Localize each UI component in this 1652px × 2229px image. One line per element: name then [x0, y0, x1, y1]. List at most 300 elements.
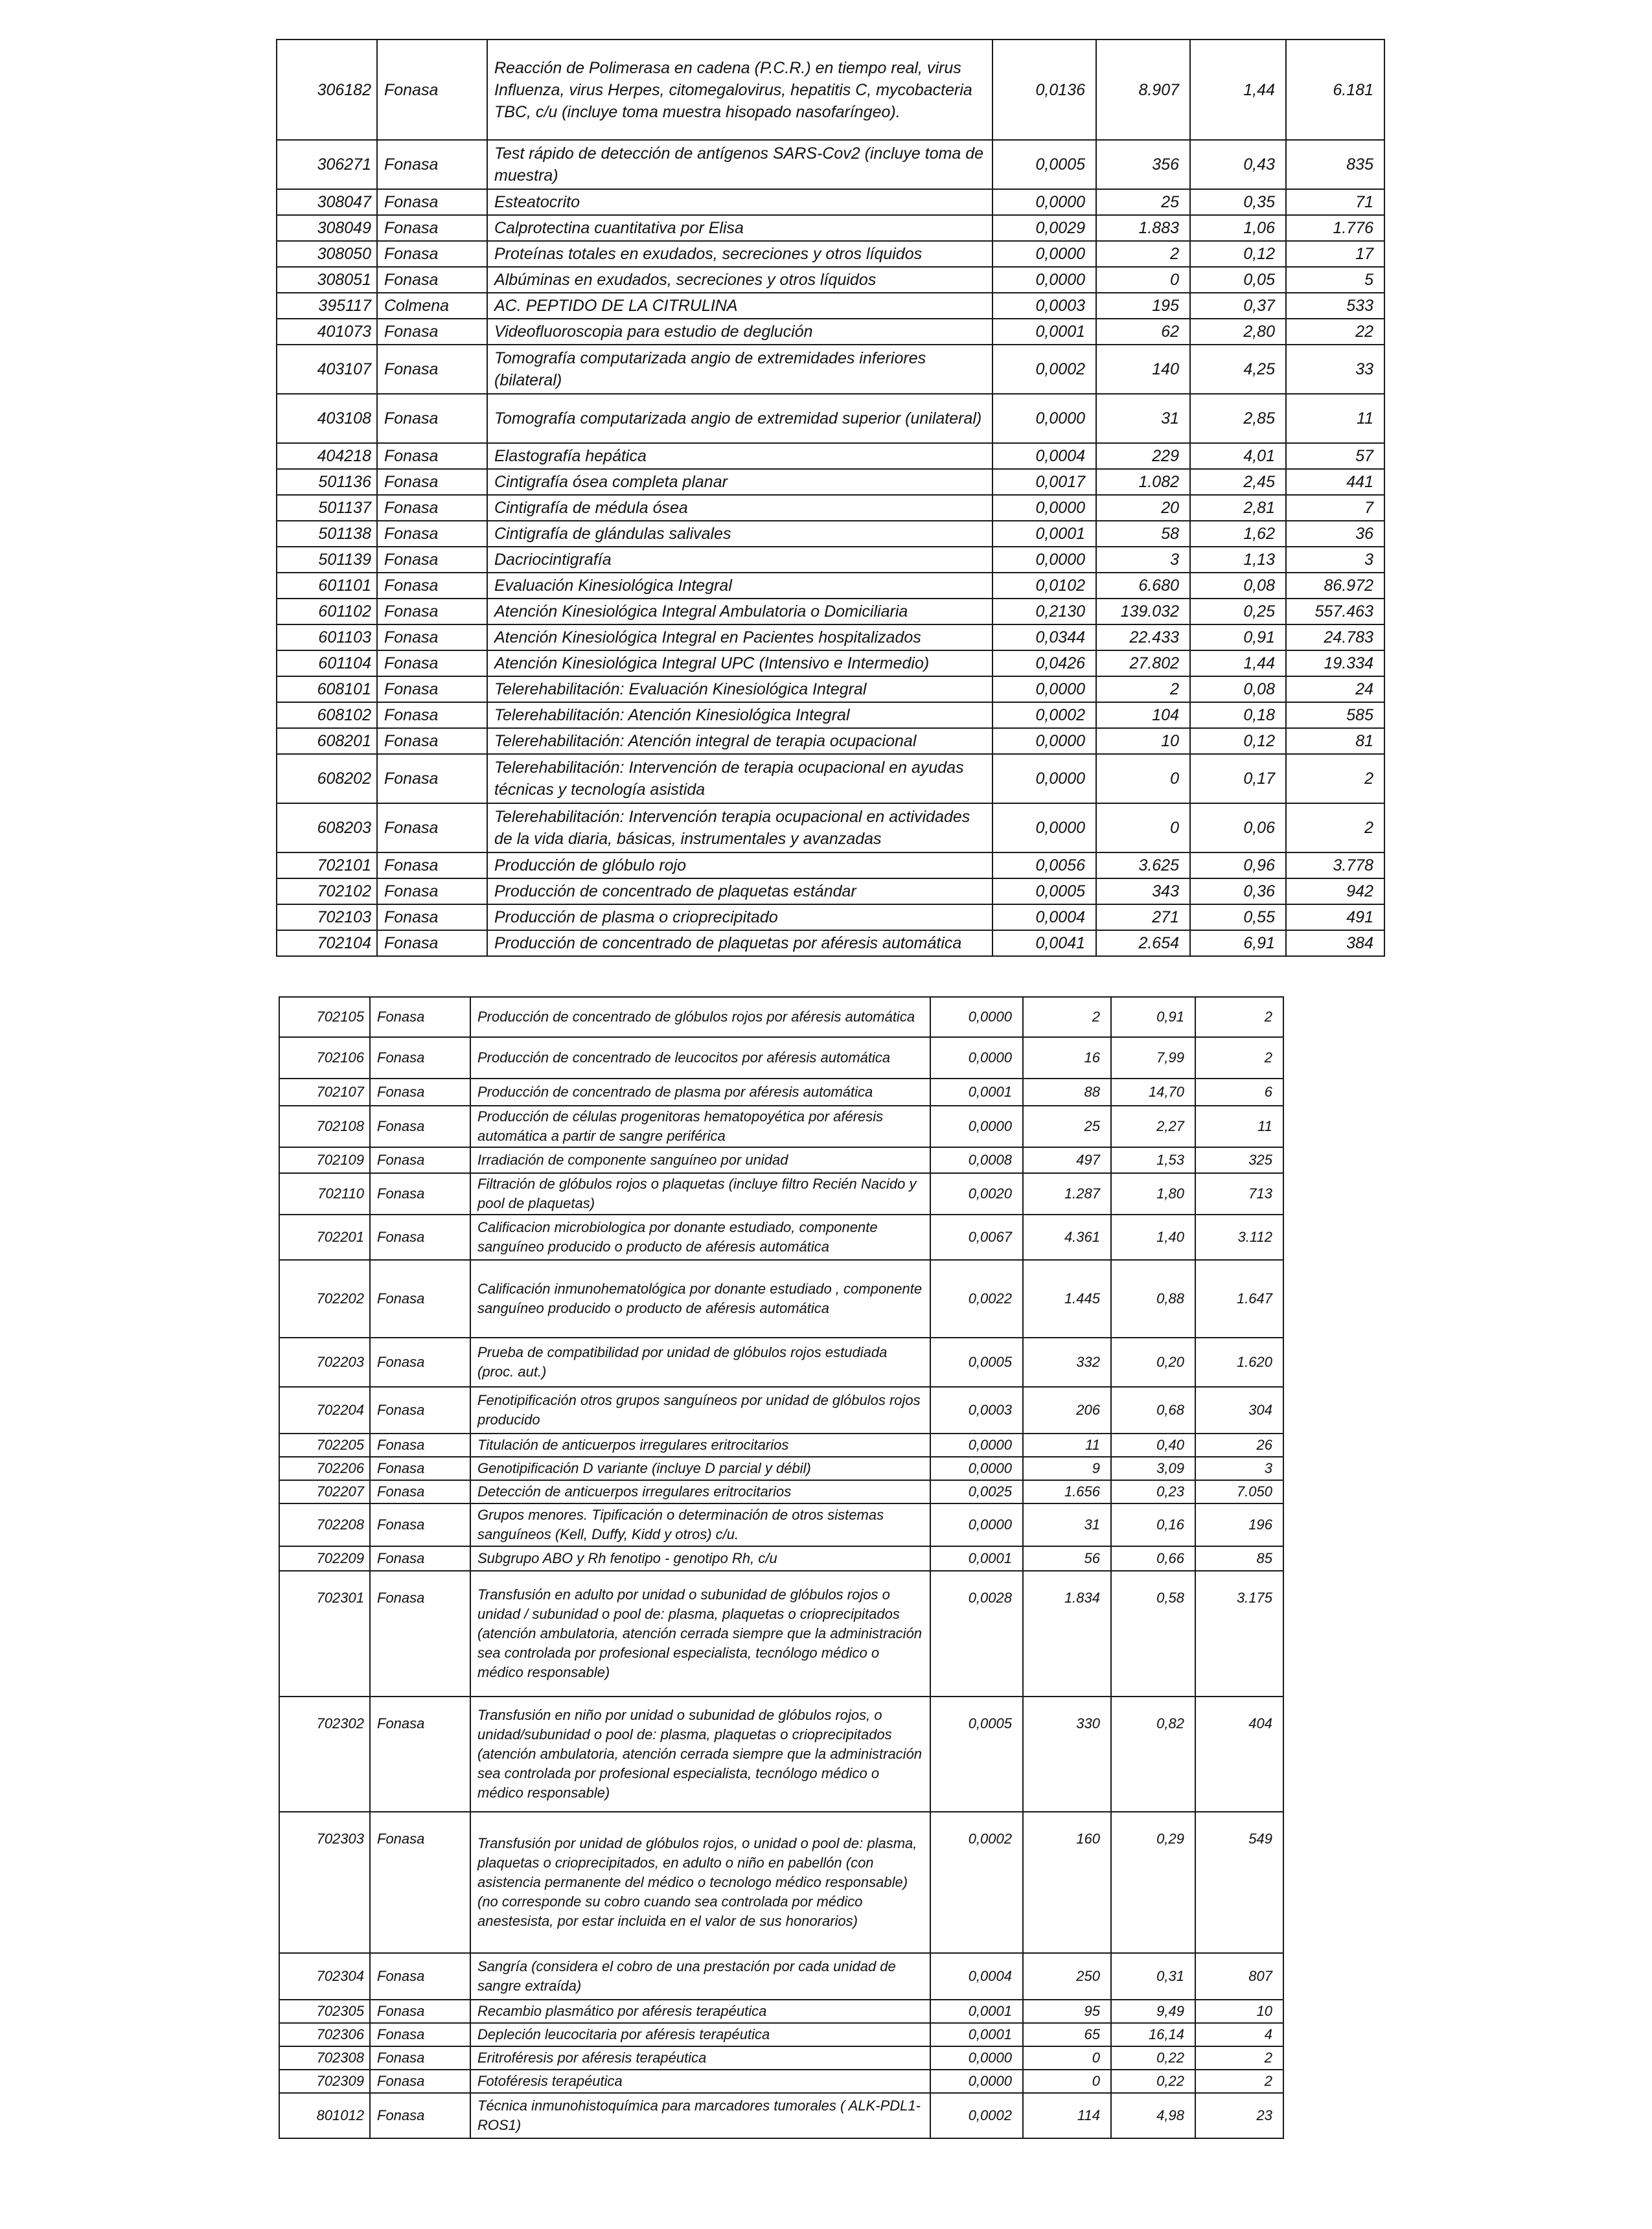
row-factor: 0,0000 — [930, 1457, 1023, 1480]
row-price: 9,49 — [1111, 2000, 1195, 2023]
table-row — [279, 1079, 1283, 1106]
row-price: 0,23 — [1111, 1480, 1195, 1503]
row-insurer: Fonasa — [377, 650, 487, 676]
row-insurer: Fonasa — [377, 443, 487, 469]
row-description: Proteínas totales en exudados, secreciones y otros líquidos — [487, 241, 992, 267]
row-description: Transfusión en adulto por unidad o subunidad de glóbulos rojos o unidad / subunidad o pool de: plasma, plaquetas o crioprecipitados (atención ambulatoria, atención cerrada siempre que la administración sea controlada por profesional especialista, tecnólogo médico o médico responsable) — [470, 1571, 930, 1697]
row-quantity: 139.032 — [1096, 599, 1190, 624]
table-row — [279, 1037, 1283, 1079]
row-factor: 0,0005 — [992, 878, 1096, 904]
row-insurer: Fonasa — [370, 1434, 470, 1457]
row-code: 501138 — [277, 521, 377, 547]
row-insurer: Fonasa — [377, 267, 487, 293]
row-insurer: Fonasa — [377, 547, 487, 573]
row-value: 1.647 — [1195, 1260, 1283, 1338]
row-code: 306182 — [277, 40, 377, 140]
table-row — [277, 345, 1384, 394]
row-description: Producción de glóbulo rojo — [487, 852, 992, 878]
row-insurer: Fonasa — [377, 803, 487, 852]
table-row — [279, 1387, 1283, 1434]
row-insurer: Fonasa — [370, 2000, 470, 2023]
table-row — [277, 394, 1384, 443]
row-value: 3.112 — [1195, 1215, 1283, 1260]
row-price: 4,98 — [1111, 2093, 1195, 2138]
row-price: 6,91 — [1190, 930, 1286, 956]
table-row — [279, 1434, 1283, 1457]
row-code: 608201 — [277, 728, 377, 754]
row-price: 0,05 — [1190, 267, 1286, 293]
row-insurer: Fonasa — [370, 1571, 470, 1697]
row-quantity: 56 — [1023, 1546, 1111, 1571]
row-code: 702106 — [279, 1037, 370, 1079]
row-factor: 0,0000 — [930, 2070, 1023, 2093]
row-factor: 0,0004 — [930, 1953, 1023, 2000]
row-price: 0,91 — [1190, 624, 1286, 650]
row-price: 0,91 — [1111, 997, 1195, 1037]
row-code: 501137 — [277, 495, 377, 521]
row-quantity: 8.907 — [1096, 40, 1190, 140]
row-insurer: Fonasa — [377, 40, 487, 140]
row-description: Transfusión por unidad de glóbulos rojos, o unidad o pool de: plasma, plaquetas o crioprecipitados, en adulto o niño en pabellón (con asistencia permanente del médico o tecnologo médico responsable)(no corresponde su cobro cuando sea controlada por médico anestesista, por estar incluida en el valor de sus honorarios) — [470, 1812, 930, 1953]
row-insurer: Fonasa — [370, 1953, 470, 2000]
row-quantity: 11 — [1023, 1434, 1111, 1457]
row-value: 533 — [1286, 293, 1384, 319]
row-description: Evaluación Kinesiológica Integral — [487, 573, 992, 599]
row-insurer: Fonasa — [377, 728, 487, 754]
row-factor: 0,0002 — [992, 345, 1096, 394]
row-value: 71 — [1286, 189, 1384, 215]
row-value: 7.050 — [1195, 1480, 1283, 1503]
row-insurer: Fonasa — [370, 1260, 470, 1338]
row-quantity: 88 — [1023, 1079, 1111, 1106]
row-insurer: Fonasa — [370, 1503, 470, 1546]
row-factor: 0,0000 — [930, 2046, 1023, 2070]
row-price: 0,29 — [1111, 1812, 1195, 1953]
row-value: 942 — [1286, 878, 1384, 904]
table-row — [277, 852, 1384, 878]
table-row — [279, 1697, 1283, 1812]
row-price: 2,80 — [1190, 319, 1286, 345]
row-value: 2 — [1195, 2046, 1283, 2070]
row-code: 702103 — [277, 904, 377, 930]
row-description: Eritroféresis por aféresis terapéutica — [470, 2046, 930, 2070]
row-code: 395117 — [277, 293, 377, 319]
row-value: 1.776 — [1286, 215, 1384, 241]
row-code: 801012 — [279, 2093, 370, 2138]
row-factor: 0,0000 — [930, 1434, 1023, 1457]
row-quantity: 58 — [1096, 521, 1190, 547]
row-description: Producción de concentrado de leucocitos por aféresis automática — [470, 1037, 930, 1079]
row-price: 2,85 — [1190, 394, 1286, 443]
row-quantity: 27.802 — [1096, 650, 1190, 676]
row-description: Detección de anticuerpos irregulares eritrocitarios — [470, 1480, 930, 1503]
row-code: 702206 — [279, 1457, 370, 1480]
row-code: 702101 — [277, 852, 377, 878]
row-code: 702306 — [279, 2023, 370, 2046]
row-factor: 0,0102 — [992, 573, 1096, 599]
row-price: 16,14 — [1111, 2023, 1195, 2046]
row-description: Titulación de anticuerpos irregulares eritrocitarios — [470, 1434, 930, 1457]
row-factor: 0,0001 — [930, 2000, 1023, 2023]
row-description: Albúminas en exudados, secreciones y otros líquidos — [487, 267, 992, 293]
row-description: Tomografía computarizada angio de extremidad superior (unilateral) — [487, 394, 992, 443]
row-quantity: 31 — [1096, 394, 1190, 443]
row-insurer: Fonasa — [370, 1147, 470, 1173]
row-factor: 0,2130 — [992, 599, 1096, 624]
row-code: 608102 — [277, 702, 377, 728]
row-value: 304 — [1195, 1387, 1283, 1434]
table-row — [277, 189, 1384, 215]
row-price: 4,01 — [1190, 443, 1286, 469]
row-quantity: 95 — [1023, 2000, 1111, 2023]
row-insurer: Fonasa — [370, 1173, 470, 1215]
row-value: 6.181 — [1286, 40, 1384, 140]
row-quantity: 332 — [1023, 1338, 1111, 1387]
row-quantity: 10 — [1096, 728, 1190, 754]
row-insurer: Fonasa — [370, 1697, 470, 1812]
row-description: Sangría (considera el cobro de una prestación por cada unidad de sangre extraída) — [470, 1953, 930, 2000]
row-price: 1,44 — [1190, 40, 1286, 140]
row-description: Producción de concentrado de plaquetas estándar — [487, 878, 992, 904]
row-price: 0,31 — [1111, 1953, 1195, 2000]
row-code: 601101 — [277, 573, 377, 599]
row-price: 0,12 — [1190, 728, 1286, 754]
row-price: 0,37 — [1190, 293, 1286, 319]
table-row — [279, 1571, 1283, 1697]
row-factor: 0,0000 — [930, 997, 1023, 1037]
row-code: 601102 — [277, 599, 377, 624]
table-row — [277, 624, 1384, 650]
row-code: 702304 — [279, 1953, 370, 2000]
row-code: 702202 — [279, 1260, 370, 1338]
row-quantity: 22.433 — [1096, 624, 1190, 650]
row-code: 403107 — [277, 345, 377, 394]
row-code: 403108 — [277, 394, 377, 443]
row-factor: 0,0017 — [992, 469, 1096, 495]
table-row — [279, 2023, 1283, 2046]
row-description: Tomografía computarizada angio de extremidades inferiores (bilateral) — [487, 345, 992, 394]
table-row — [279, 2000, 1283, 2023]
row-quantity: 206 — [1023, 1387, 1111, 1434]
row-description: Fotoféresis terapéutica — [470, 2070, 930, 2093]
table-row — [277, 702, 1384, 728]
row-code: 702303 — [279, 1812, 370, 1953]
row-description: Producción de concentrado de plasma por aféresis automática — [470, 1079, 930, 1106]
row-factor: 0,0003 — [930, 1387, 1023, 1434]
row-value: 2 — [1286, 754, 1384, 803]
row-factor: 0,0000 — [992, 728, 1096, 754]
row-value: 491 — [1286, 904, 1384, 930]
row-quantity: 3.625 — [1096, 852, 1190, 878]
row-code: 308047 — [277, 189, 377, 215]
table-row — [277, 599, 1384, 624]
row-value: 2 — [1195, 1037, 1283, 1079]
row-insurer: Fonasa — [377, 754, 487, 803]
row-factor: 0,0136 — [992, 40, 1096, 140]
row-quantity: 25 — [1096, 189, 1190, 215]
row-description: Técnica inmunohistoquímica para marcadores tumorales ( ALK-PDL1-ROS1) — [470, 2093, 930, 2138]
row-description: Calprotectina cuantitativa por Elisa — [487, 215, 992, 241]
row-price: 14,70 — [1111, 1079, 1195, 1106]
row-insurer: Fonasa — [377, 852, 487, 878]
row-quantity: 140 — [1096, 345, 1190, 394]
row-insurer: Fonasa — [377, 599, 487, 624]
row-value: 549 — [1195, 1812, 1283, 1953]
table-row — [277, 267, 1384, 293]
row-code: 702110 — [279, 1173, 370, 1215]
row-value: 81 — [1286, 728, 1384, 754]
table-row — [279, 997, 1283, 1037]
row-code: 702208 — [279, 1503, 370, 1546]
row-code: 308050 — [277, 241, 377, 267]
table-row — [279, 1215, 1283, 1260]
row-factor: 0,0000 — [992, 754, 1096, 803]
row-description: Prueba de compatibilidad por unidad de glóbulos rojos estudiada (proc. aut.) — [470, 1338, 930, 1387]
row-code: 501139 — [277, 547, 377, 573]
row-quantity: 9 — [1023, 1457, 1111, 1480]
row-insurer: Fonasa — [370, 1037, 470, 1079]
row-factor: 0,0000 — [992, 267, 1096, 293]
row-description: Elastografía hepática — [487, 443, 992, 469]
row-price: 0,08 — [1190, 676, 1286, 702]
row-quantity: 195 — [1096, 293, 1190, 319]
row-insurer: Fonasa — [370, 1106, 470, 1147]
row-code: 702302 — [279, 1697, 370, 1812]
row-description: Telerehabilitación: Intervención terapia ocupacional en actividades de la vida diaria, básicas, instrumentales y avanzadas — [487, 803, 992, 852]
row-value: 19.334 — [1286, 650, 1384, 676]
table-row — [277, 469, 1384, 495]
row-insurer: Fonasa — [377, 904, 487, 930]
row-quantity: 2 — [1096, 241, 1190, 267]
row-code: 306271 — [277, 140, 377, 189]
row-factor: 0,0003 — [992, 293, 1096, 319]
row-insurer: Fonasa — [377, 878, 487, 904]
row-insurer: Fonasa — [377, 241, 487, 267]
table-row — [277, 878, 1384, 904]
row-quantity: 65 — [1023, 2023, 1111, 2046]
row-factor: 0,0001 — [930, 2023, 1023, 2046]
row-insurer: Fonasa — [370, 2023, 470, 2046]
table-row — [279, 1338, 1283, 1387]
row-factor: 0,0002 — [992, 702, 1096, 728]
row-quantity: 1.445 — [1023, 1260, 1111, 1338]
row-description: Telerehabilitación: Intervención de terapia ocupacional en ayudas técnicas y tecnología asistida — [487, 754, 992, 803]
row-code: 501136 — [277, 469, 377, 495]
row-quantity: 1.656 — [1023, 1480, 1111, 1503]
row-code: 608203 — [277, 803, 377, 852]
table-row — [277, 443, 1384, 469]
row-value: 24.783 — [1286, 624, 1384, 650]
row-insurer: Colmena — [377, 293, 487, 319]
row-quantity: 0 — [1023, 2046, 1111, 2070]
row-quantity: 229 — [1096, 443, 1190, 469]
row-code: 702205 — [279, 1434, 370, 1457]
row-insurer: Fonasa — [370, 1387, 470, 1434]
row-code: 702203 — [279, 1338, 370, 1387]
table-row — [277, 573, 1384, 599]
row-code: 702107 — [279, 1079, 370, 1106]
row-description: Subgrupo ABO y Rh fenotipo - genotipo Rh, c/u — [470, 1546, 930, 1571]
row-value: 2 — [1195, 2070, 1283, 2093]
row-insurer: Fonasa — [377, 215, 487, 241]
row-value: 3 — [1286, 547, 1384, 573]
row-factor: 0,0000 — [992, 676, 1096, 702]
row-description: Cintigrafía de glándulas salivales — [487, 521, 992, 547]
row-insurer: Fonasa — [377, 676, 487, 702]
row-description: Irradiación de componente sanguíneo por unidad — [470, 1147, 930, 1173]
row-description: Test rápido de detección de antígenos SARS-Cov2 (incluye toma de muestra) — [487, 140, 992, 189]
row-code: 702301 — [279, 1571, 370, 1697]
row-factor: 0,0426 — [992, 650, 1096, 676]
row-insurer: Fonasa — [377, 930, 487, 956]
row-factor: 0,0000 — [992, 495, 1096, 521]
row-quantity: 2.654 — [1096, 930, 1190, 956]
row-code: 702207 — [279, 1480, 370, 1503]
table-row — [279, 2093, 1283, 2138]
row-quantity: 1.834 — [1023, 1571, 1111, 1697]
row-value: 10 — [1195, 2000, 1283, 2023]
row-description: Transfusión en niño por unidad o subunidad de glóbulos rojos, o unidad/subunidad o pool de: plasma, plaquetas o crioprecipitados (atención ambulatoria, atención cerrada siempre que la administración sea controlada por profesional especialista, tecnólogo médico o médico responsable) — [470, 1697, 930, 1812]
row-code: 702109 — [279, 1147, 370, 1173]
table-row — [279, 1503, 1283, 1546]
row-code: 401073 — [277, 319, 377, 345]
row-code: 702309 — [279, 2070, 370, 2093]
table-row — [279, 1173, 1283, 1215]
row-value: 196 — [1195, 1503, 1283, 1546]
table-row — [277, 521, 1384, 547]
row-description: Calificacion microbiologica por donante estudiado, componente sanguíneo producido o producto de aféresis automática — [470, 1215, 930, 1260]
row-description: Producción de concentrado de plaquetas por aféresis automática — [487, 930, 992, 956]
row-description: Genotipificación D variante (incluye D parcial y débil) — [470, 1457, 930, 1480]
procedures-table-bottom — [279, 996, 1284, 2139]
row-price: 0,22 — [1111, 2070, 1195, 2093]
row-description: Filtración de glóbulos rojos o plaquetas (incluye filtro Recién Nacido y pool de plaquetas) — [470, 1173, 930, 1215]
row-factor: 0,0000 — [992, 394, 1096, 443]
row-price: 0,82 — [1111, 1697, 1195, 1812]
row-quantity: 1.287 — [1023, 1173, 1111, 1215]
table-row — [279, 1106, 1283, 1147]
row-description: Cintigrafía ósea completa planar — [487, 469, 992, 495]
row-value: 1.620 — [1195, 1338, 1283, 1387]
row-value: 86.972 — [1286, 573, 1384, 599]
row-factor: 0,0028 — [930, 1571, 1023, 1697]
row-description: Producción de plasma o crioprecipitado — [487, 904, 992, 930]
row-factor: 0,0004 — [992, 904, 1096, 930]
row-description: Grupos menores. Tipificación o determinación de otros sistemas sanguíneos (Kell, Duffy, Kidd y otros) c/u. — [470, 1503, 930, 1546]
row-price: 0,58 — [1111, 1571, 1195, 1697]
row-quantity: 160 — [1023, 1812, 1111, 1953]
row-insurer: Fonasa — [377, 521, 487, 547]
row-description: Reacción de Polimerasa en cadena (P.C.R.) en tiempo real, virus Influenza, virus Herpes, citomegalovirus, hepatitis C, mycobacteria TBC, c/u (incluye toma muestra hisopado nasofaríngeo). — [487, 40, 992, 140]
row-value: 6 — [1195, 1079, 1283, 1106]
row-value: 3 — [1195, 1457, 1283, 1480]
row-value: 7 — [1286, 495, 1384, 521]
row-insurer: Fonasa — [370, 1546, 470, 1571]
table-row — [279, 1457, 1283, 1480]
row-price: 1,62 — [1190, 521, 1286, 547]
row-description: Producción de concentrado de glóbulos rojos por aféresis automática — [470, 997, 930, 1037]
row-insurer: Fonasa — [377, 189, 487, 215]
row-value: 325 — [1195, 1147, 1283, 1173]
row-value: 24 — [1286, 676, 1384, 702]
row-value: 835 — [1286, 140, 1384, 189]
row-factor: 0,0000 — [992, 189, 1096, 215]
row-quantity: 4.361 — [1023, 1215, 1111, 1260]
row-quantity: 1.883 — [1096, 215, 1190, 241]
row-code: 702305 — [279, 2000, 370, 2023]
row-description: Cintigrafía de médula ósea — [487, 495, 992, 521]
row-price: 0,40 — [1111, 1434, 1195, 1457]
row-price: 2,81 — [1190, 495, 1286, 521]
table-row — [277, 754, 1384, 803]
row-code: 702104 — [277, 930, 377, 956]
row-description: Fenotipificación otros grupos sanguíneos por unidad de glóbulos rojos producido — [470, 1387, 930, 1434]
row-insurer: Fonasa — [370, 1480, 470, 1503]
row-factor: 0,0002 — [930, 2093, 1023, 2138]
row-description: Telerehabilitación: Atención Kinesiológica Integral — [487, 702, 992, 728]
row-price: 2,27 — [1111, 1106, 1195, 1147]
row-quantity: 114 — [1023, 2093, 1111, 2138]
row-price: 3,09 — [1111, 1457, 1195, 1480]
row-factor: 0,0001 — [930, 1546, 1023, 1571]
row-quantity: 0 — [1096, 267, 1190, 293]
table-row — [277, 319, 1384, 345]
row-value: 4 — [1195, 2023, 1283, 2046]
row-factor: 0,0001 — [930, 1079, 1023, 1106]
row-description: AC. PEPTIDO DE LA CITRULINA — [487, 293, 992, 319]
row-value: 2 — [1286, 803, 1384, 852]
row-price: 1,06 — [1190, 215, 1286, 241]
row-price: 0,66 — [1111, 1546, 1195, 1571]
row-insurer: Fonasa — [370, 1457, 470, 1480]
row-quantity: 0 — [1096, 754, 1190, 803]
row-code: 308049 — [277, 215, 377, 241]
table-row — [279, 1260, 1283, 1338]
row-value: 57 — [1286, 443, 1384, 469]
row-value: 85 — [1195, 1546, 1283, 1571]
row-quantity: 20 — [1096, 495, 1190, 521]
row-code: 308051 — [277, 267, 377, 293]
row-quantity: 1.082 — [1096, 469, 1190, 495]
row-insurer: Fonasa — [377, 394, 487, 443]
row-factor: 0,0008 — [930, 1147, 1023, 1173]
row-insurer: Fonasa — [370, 1079, 470, 1106]
row-description: Atención Kinesiológica Integral Ambulatoria o Domiciliaria — [487, 599, 992, 624]
row-factor: 0,0029 — [992, 215, 1096, 241]
row-factor: 0,0020 — [930, 1173, 1023, 1215]
row-value: 441 — [1286, 469, 1384, 495]
row-factor: 0,0025 — [930, 1480, 1023, 1503]
row-value: 2 — [1195, 997, 1283, 1037]
row-factor: 0,0001 — [992, 521, 1096, 547]
row-price: 4,25 — [1190, 345, 1286, 394]
row-quantity: 2 — [1096, 676, 1190, 702]
row-description: Producción de células progenitoras hematopoyética por aféresis automática a partir de sangre periférica — [470, 1106, 930, 1147]
row-code: 702105 — [279, 997, 370, 1037]
row-factor: 0,0000 — [992, 241, 1096, 267]
row-description: Recambio plasmático por aféresis terapéutica — [470, 2000, 930, 2023]
row-price: 1,80 — [1111, 1173, 1195, 1215]
row-price: 1,13 — [1190, 547, 1286, 573]
row-description: Telerehabilitación: Atención integral de terapia ocupacional — [487, 728, 992, 754]
row-insurer: Fonasa — [377, 140, 487, 189]
row-insurer: Fonasa — [370, 1338, 470, 1387]
row-description: Esteatocrito — [487, 189, 992, 215]
row-description: Atención Kinesiológica Integral en Pacientes hospitalizados — [487, 624, 992, 650]
row-factor: 0,0004 — [992, 443, 1096, 469]
row-code: 702102 — [277, 878, 377, 904]
row-factor: 0,0002 — [930, 1812, 1023, 1953]
